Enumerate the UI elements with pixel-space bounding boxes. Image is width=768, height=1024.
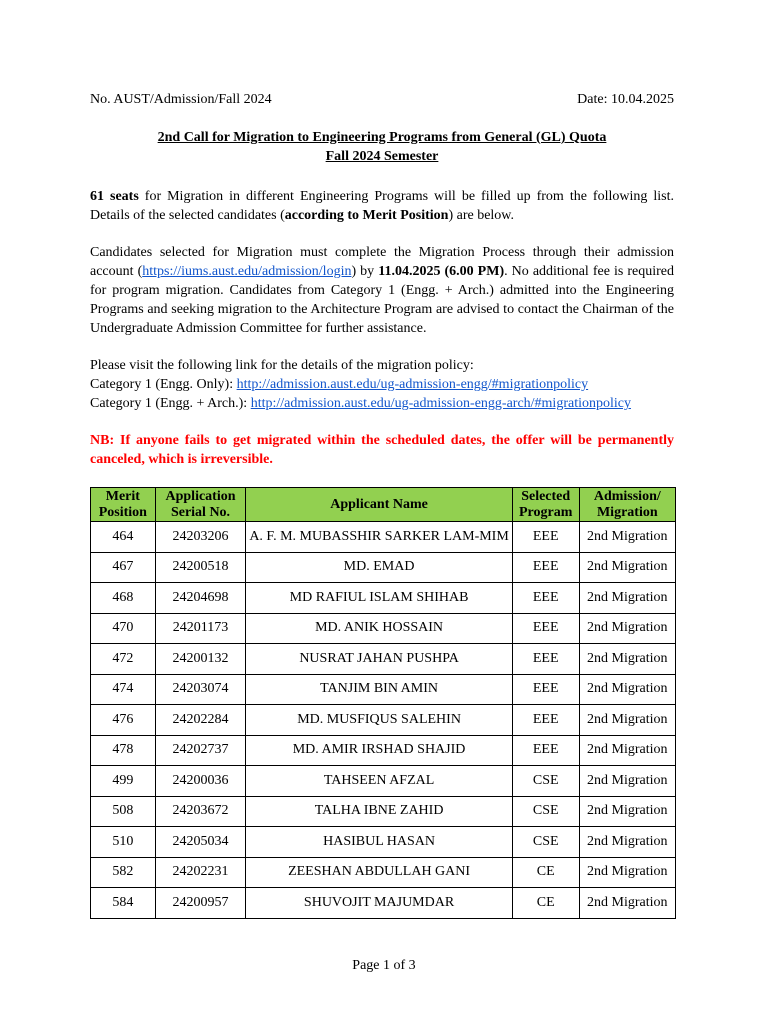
cell-selected-program: EEE bbox=[512, 674, 579, 705]
cell-admission-migration: 2nd Migration bbox=[579, 705, 675, 736]
cell-application-serial: 24204698 bbox=[155, 583, 246, 614]
cell-merit-position: 464 bbox=[91, 522, 156, 553]
cell-application-serial: 24202284 bbox=[155, 705, 246, 736]
cell-merit-position: 508 bbox=[91, 796, 156, 827]
cell-merit-position: 468 bbox=[91, 583, 156, 614]
policy-engg-arch-label: Category 1 (Engg. + Arch.): bbox=[90, 396, 251, 411]
cell-admission-migration: 2nd Migration bbox=[579, 796, 675, 827]
policy-engg-link[interactable]: http://admission.aust.edu/ug-admission-engg/#migrationpolicy bbox=[236, 377, 589, 392]
cell-selected-program: CE bbox=[512, 857, 579, 888]
cell-merit-position: 476 bbox=[91, 705, 156, 736]
cell-applicant-name: A. F. M. MUBASSHIR SARKER LAM-MIM bbox=[246, 522, 513, 553]
cell-application-serial: 24200036 bbox=[155, 766, 246, 797]
cell-merit-position: 499 bbox=[91, 766, 156, 797]
cell-merit-position: 470 bbox=[91, 613, 156, 644]
cell-application-serial: 24201173 bbox=[155, 613, 246, 644]
notice-title: 2nd Call for Migration to Engineering Programs from General (GL) Quota bbox=[157, 130, 607, 145]
cell-selected-program: EEE bbox=[512, 613, 579, 644]
cell-applicant-name: MD RAFIUL ISLAM SHIHAB bbox=[246, 583, 513, 614]
cell-merit-position: 510 bbox=[91, 827, 156, 858]
cell-selected-program: CSE bbox=[512, 827, 579, 858]
cell-applicant-name: TALHA IBNE ZAHID bbox=[246, 796, 513, 827]
cell-applicant-name: MD. ANIK HOSSAIN bbox=[246, 613, 513, 644]
cell-admission-migration: 2nd Migration bbox=[579, 522, 675, 553]
cell-application-serial: 24203206 bbox=[155, 522, 246, 553]
cell-admission-migration: 2nd Migration bbox=[579, 735, 675, 766]
process-text-3: . No additional fee is required for program migration. Candidates from Category 1 (Engg. + Arch.) admitted into the Engineering Programs and seeking migration to the Architecture Program are advised to contact the Chairman of the Undergraduate Admission Committee for further assistance. bbox=[90, 264, 674, 336]
table-row bbox=[91, 705, 676, 736]
reference-row bbox=[90, 92, 674, 110]
cell-merit-position: 584 bbox=[91, 888, 156, 919]
cell-application-serial: 24205034 bbox=[155, 827, 246, 858]
cell-applicant-name: HASIBUL HASAN bbox=[246, 827, 513, 858]
table-row bbox=[91, 674, 676, 705]
cell-applicant-name: MD. MUSFIQUS SALEHIN bbox=[246, 705, 513, 736]
cell-admission-migration: 2nd Migration bbox=[579, 583, 675, 614]
cell-application-serial: 24203672 bbox=[155, 796, 246, 827]
table-row bbox=[91, 644, 676, 675]
table-row bbox=[91, 613, 676, 644]
cell-applicant-name: MD. AMIR IRSHAD SHAJID bbox=[246, 735, 513, 766]
table-row bbox=[91, 522, 676, 553]
cell-admission-migration: 2nd Migration bbox=[579, 857, 675, 888]
process-text-1: Candidates selected for Migration must complete the Migration Process through their admission account ( bbox=[90, 245, 674, 279]
policy-line-engg bbox=[90, 375, 674, 394]
cell-admission-migration: 2nd Migration bbox=[579, 644, 675, 675]
header-selected-program: Selected Program bbox=[512, 488, 579, 522]
intro-text-1: for Migration in different Engineering Programs will be filled up from the following list. Details of the selected candidates ( bbox=[90, 189, 674, 223]
cell-selected-program: EEE bbox=[512, 644, 579, 675]
cell-merit-position: 472 bbox=[91, 644, 156, 675]
cell-selected-program: CE bbox=[512, 888, 579, 919]
login-link[interactable]: https://iums.aust.edu/admission/login bbox=[142, 264, 352, 279]
cell-applicant-name: NUSRAT JAHAN PUSHPA bbox=[246, 644, 513, 675]
cell-merit-position: 467 bbox=[91, 552, 156, 583]
cell-admission-migration: 2nd Migration bbox=[579, 766, 675, 797]
cell-application-serial: 24202737 bbox=[155, 735, 246, 766]
cell-application-serial: 24200132 bbox=[155, 644, 246, 675]
process-paragraph bbox=[90, 243, 674, 338]
cell-admission-migration: 2nd Migration bbox=[579, 674, 675, 705]
cell-merit-position: 474 bbox=[91, 674, 156, 705]
table-header-row bbox=[91, 488, 676, 522]
cell-application-serial: 24200957 bbox=[155, 888, 246, 919]
header-applicant-name: Applicant Name bbox=[246, 488, 513, 522]
notice-subtitle: Fall 2024 Semester bbox=[325, 149, 439, 164]
cell-selected-program: CSE bbox=[512, 766, 579, 797]
table-body bbox=[91, 522, 676, 919]
table-row bbox=[91, 583, 676, 614]
intro-paragraph bbox=[90, 187, 674, 225]
cell-selected-program: EEE bbox=[512, 583, 579, 614]
cell-applicant-name: SHUVOJIT MAJUMDAR bbox=[246, 888, 513, 919]
cell-admission-migration: 2nd Migration bbox=[579, 827, 675, 858]
cell-selected-program: EEE bbox=[512, 735, 579, 766]
seats-count: 61 seats bbox=[90, 189, 139, 204]
cell-selected-program: EEE bbox=[512, 705, 579, 736]
policy-line-engg-arch bbox=[90, 394, 674, 413]
cell-admission-migration: 2nd Migration bbox=[579, 888, 675, 919]
notice-date: Date: 10.04.2025 bbox=[577, 92, 674, 107]
cell-merit-position: 478 bbox=[91, 735, 156, 766]
table-row bbox=[91, 766, 676, 797]
cell-applicant-name: TANJIM BIN AMIN bbox=[246, 674, 513, 705]
cell-admission-migration: 2nd Migration bbox=[579, 613, 675, 644]
intro-text-2: ) are below. bbox=[448, 208, 514, 223]
policy-paragraph bbox=[90, 356, 674, 413]
table-row bbox=[91, 888, 676, 919]
cell-applicant-name: MD. EMAD bbox=[246, 552, 513, 583]
table-row bbox=[91, 796, 676, 827]
cell-selected-program: EEE bbox=[512, 522, 579, 553]
cell-merit-position: 582 bbox=[91, 857, 156, 888]
warning-notice: NB: If anyone fails to get migrated within the scheduled dates, the offer will be permanently canceled, which is irreversible. bbox=[90, 433, 674, 467]
policy-engg-arch-link[interactable]: http://admission.aust.edu/ug-admission-engg-arch/#migrationpolicy bbox=[250, 396, 631, 411]
table-row bbox=[91, 735, 676, 766]
table-row bbox=[91, 827, 676, 858]
table-row bbox=[91, 552, 676, 583]
merit-note: according to Merit Position bbox=[284, 208, 449, 223]
cell-applicant-name: TAHSEEN AFZAL bbox=[246, 766, 513, 797]
cell-selected-program: EEE bbox=[512, 552, 579, 583]
cell-application-serial: 24202231 bbox=[155, 857, 246, 888]
process-text-2: ) by bbox=[351, 264, 379, 279]
header-application-serial: Application Serial No. bbox=[155, 488, 246, 522]
deadline: 11.04.2025 (6.00 PM) bbox=[378, 264, 505, 279]
policy-intro: Please visit the following link for the details of the migration policy: bbox=[90, 358, 474, 373]
migration-table bbox=[90, 487, 676, 919]
policy-engg-label: Category 1 (Engg. Only): bbox=[90, 377, 237, 392]
header-admission-migration: Admission/ Migration bbox=[579, 488, 675, 522]
cell-selected-program: CSE bbox=[512, 796, 579, 827]
cell-application-serial: 24203074 bbox=[155, 674, 246, 705]
header-merit-position: Merit Position bbox=[91, 488, 156, 522]
table-row bbox=[91, 857, 676, 888]
page-number: Page 1 of 3 bbox=[352, 958, 416, 973]
cell-applicant-name: ZEESHAN ABDULLAH GANI bbox=[246, 857, 513, 888]
cell-admission-migration: 2nd Migration bbox=[579, 552, 675, 583]
reference-number: No. AUST/Admission/Fall 2024 bbox=[90, 92, 272, 107]
cell-application-serial: 24200518 bbox=[155, 552, 246, 583]
